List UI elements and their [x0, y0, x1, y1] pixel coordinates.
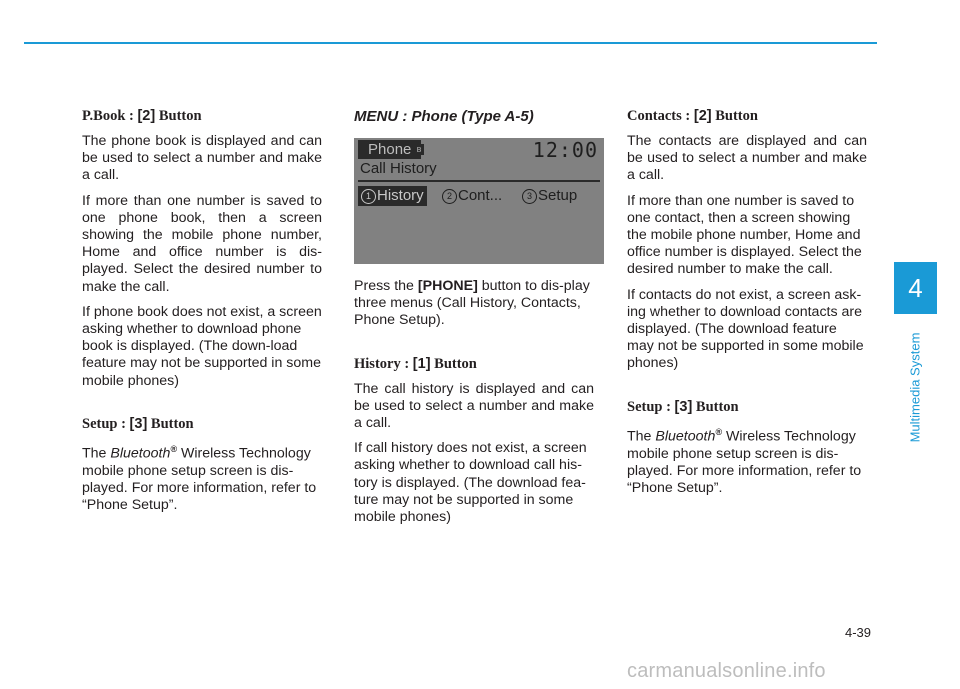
softkey-contacts-label: Cont... [458, 187, 503, 204]
column-middle [354, 108, 598, 534]
setup-heading-label: Setup : [627, 398, 671, 415]
display-tab-phone: Phone [358, 140, 421, 159]
contacts-button-word: Button [715, 108, 758, 124]
registered-mark: ® [170, 443, 177, 454]
display-subtitle: Call History [360, 160, 437, 177]
setup-rest: Wireless Technology mobile phone setup screen is dis-played. For more information, refer to “Phone Setup”. [82, 445, 317, 514]
press-pre: Press the [354, 278, 414, 294]
setup-the: The [627, 428, 652, 445]
history-key: [1] [412, 355, 431, 372]
phone-key: [PHONE] [417, 278, 478, 294]
top-rule [24, 42, 877, 44]
softkey-history [358, 186, 427, 206]
softkey-3-number-icon: 3 [522, 189, 537, 204]
setup-rest: Wireless Technology mobile phone setup screen is dis-played. For more information, refer to “Phone Setup”. [627, 428, 862, 496]
softkey-setup-label: Setup [538, 187, 578, 204]
setup-paragraph-left [82, 441, 322, 515]
press-post: button to dis-play three menus (Call History, Contacts, Phone Setup). [354, 278, 590, 329]
display-divider [358, 180, 600, 182]
pbook-button-word: Button [158, 108, 202, 124]
page-number: 4-39 [845, 625, 872, 640]
history-paragraph-2: If call history does not exist, a screen asking whether to download call his-tory is displayed. (The download fea-ture may not be supported in some mobile phones) [354, 440, 587, 526]
history-button-word: Button [434, 355, 477, 372]
display-clock: 12:00 [532, 138, 598, 162]
bluetooth-icon: ʙ [414, 144, 424, 155]
softkey-contacts [442, 186, 502, 206]
setup-paragraph-right [627, 424, 867, 498]
history-heading [354, 356, 594, 373]
pbook-paragraph-3: If phone book does not exist, a screen asking whether to download phone book is displayed. (The down-load feature may not be supported in some mobile phones) [82, 303, 322, 389]
softkey-1-number-icon: 1 [361, 189, 376, 204]
column-right [627, 108, 867, 505]
setup-key: [3] [129, 415, 148, 432]
setup-heading-label: Setup : [82, 415, 126, 432]
menu-title: MENU : Phone (Type A-5) [354, 108, 534, 125]
contacts-heading [627, 108, 867, 125]
setup-heading-right [627, 399, 867, 416]
bluetooth-word: Bluetooth [655, 428, 716, 445]
pbook-key: [2] [137, 108, 156, 124]
setup-heading-left [82, 416, 322, 433]
press-phone-paragraph [354, 278, 594, 330]
contacts-heading-label: Contacts : [627, 108, 691, 124]
bluetooth-word: Bluetooth [110, 445, 171, 462]
softkey-history-label: History [377, 187, 424, 204]
registered-mark: ® [715, 426, 722, 437]
softkey-2-number-icon: 2 [442, 189, 457, 204]
history-heading-label: History : [354, 355, 410, 372]
column-left [82, 108, 322, 522]
history-paragraph-1: The call history is displayed and can be used to select a number and make a call. [354, 380, 594, 432]
pbook-heading [82, 108, 322, 125]
watermark: carmanualsonline.info [627, 660, 826, 682]
pbook-heading-label: P.Book : [82, 108, 134, 124]
setup-key: [3] [674, 398, 693, 415]
contacts-key: [2] [693, 108, 712, 124]
contacts-paragraph-3: If contacts do not exist, a screen ask-ing whether to download contacts are displayed. (The download feature may not be supported in some mobile phones) [627, 286, 864, 372]
softkey-setup [522, 186, 577, 206]
setup-button-word: Button [695, 398, 739, 415]
contacts-paragraph-1: The contacts are displayed and can be used to select a number and make a call. [627, 133, 867, 184]
chapter-tab: 4 [894, 262, 937, 314]
setup-button-word: Button [150, 415, 194, 432]
setup-the: The [82, 445, 107, 462]
contacts-paragraph-2: If more than one number is saved to one contact, then a screen showing the mobile phone number, Home and office number is displayed. Select the desired number to make the call. [627, 192, 862, 278]
phone-display [354, 138, 604, 264]
pbook-paragraph-2: If more than one number is saved to one phone book, then a screen showing the mobile phone number, Home and office number is dis-played. Select the desired number to make the call. [82, 192, 322, 295]
pbook-paragraph-1: The phone book is displayed and can be used to select a number and make a call. [82, 133, 322, 184]
section-title: Multimedia System [907, 332, 923, 443]
